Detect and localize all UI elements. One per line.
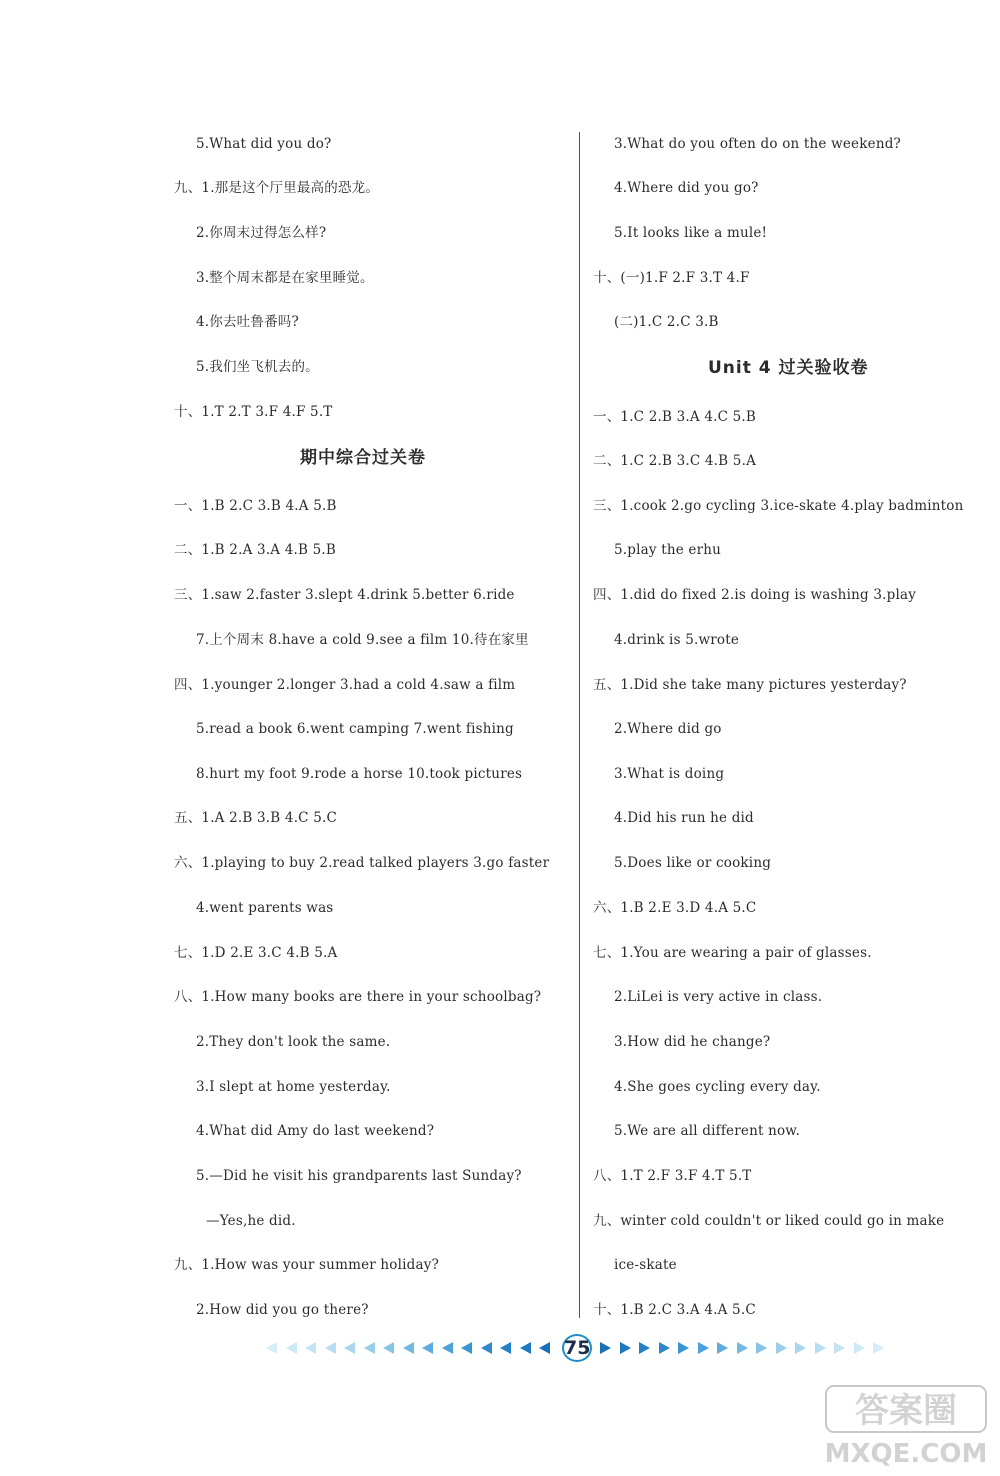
right-arrow-strip [596, 1339, 889, 1357]
left-arrow-icon [496, 1339, 516, 1357]
left-arrow-icon [477, 1339, 497, 1357]
answer-line: 2.They don't look the same. [196, 1034, 391, 1050]
right-arrow-icon [811, 1339, 831, 1357]
answer-line: 五、1.Did she take many pictures yesterday? [593, 677, 907, 693]
answer-line: 2.Where did go [614, 721, 722, 737]
answer-line: 一、1.C 2.B 3.A 4.C 5.B [593, 409, 757, 425]
answer-line: 7.上个周末 8.have a cold 9.see a film 10.待在家里 [196, 632, 529, 648]
page-number: 75 [562, 1334, 592, 1362]
answer-line: 二、1.C 2.B 3.C 4.B 5.A [593, 453, 757, 469]
right-arrow-icon [694, 1339, 714, 1357]
left-arrow-icon [399, 1339, 419, 1357]
right-arrow-icon [674, 1339, 694, 1357]
answer-line: 5.It looks like a mule! [614, 225, 768, 241]
answer-line: 8.hurt my foot 9.rode a horse 10.took pictures [196, 766, 523, 782]
answer-line: 5.我们坐飞机去的。 [196, 359, 319, 375]
answer-line: 一、1.B 2.C 3.B 4.A 5.B [174, 498, 337, 514]
answer-line: 四、1.younger 2.longer 3.had a cold 4.saw a film [174, 677, 516, 693]
answer-line: 5.play the erhu [614, 542, 722, 558]
left-arrow-icon [262, 1339, 282, 1357]
answer-line: 七、1.You are wearing a pair of glasses. [593, 945, 872, 961]
section-heading: 期中综合过关卷 [300, 448, 426, 468]
column-divider [579, 132, 580, 1318]
left-arrow-icon [418, 1339, 438, 1357]
answer-line: 三、1.cook 2.go cycling 3.ice-skate 4.play badminton [593, 498, 964, 514]
right-arrow-icon [616, 1339, 636, 1357]
answer-line: 4.Did his run he did [614, 810, 754, 826]
answer-line: 九、1.那是这个厅里最高的恐龙。 [174, 180, 380, 196]
left-arrow-icon [321, 1339, 341, 1357]
answer-line: 4.What did Amy do last weekend? [196, 1123, 435, 1139]
right-arrow-icon [869, 1339, 889, 1357]
answer-line: 三、1.saw 2.faster 3.slept 4.drink 5.better 6.ride [174, 587, 515, 603]
answer-line: 2.你周末过得怎么样? [196, 225, 327, 241]
answer-line: 八、1.T 2.F 3.F 4.T 5.T [593, 1168, 752, 1184]
answer-line: ice-skate [614, 1257, 677, 1273]
right-arrow-icon [772, 1339, 792, 1357]
left-arrow-icon [360, 1339, 380, 1357]
right-arrow-icon [733, 1339, 753, 1357]
answer-line: 九、1.How was your summer holiday? [174, 1257, 440, 1273]
right-arrow-icon [791, 1339, 811, 1357]
answer-line: 四、1.did do fixed 2.is doing is washing 3.play [593, 587, 917, 603]
answer-line: —Yes,he did. [206, 1213, 296, 1229]
left-arrow-icon [379, 1339, 399, 1357]
answer-line: 六、1.B 2.E 3.D 4.A 5.C [593, 900, 757, 916]
right-arrow-icon [830, 1339, 850, 1357]
answer-line: 5.Does like or cooking [614, 855, 772, 871]
answer-line: 七、1.D 2.E 3.C 4.B 5.A [174, 945, 338, 961]
answer-line: 5.—Did he visit his grandparents last Sunday? [196, 1168, 522, 1184]
answer-line: 4.drink is 5.wrote [614, 632, 740, 648]
right-arrow-icon [752, 1339, 772, 1357]
left-arrow-icon [340, 1339, 360, 1357]
answer-line: 3.What is doing [614, 766, 725, 782]
left-arrow-strip [262, 1339, 555, 1357]
answer-line: 十、1.B 2.C 3.A 4.A 5.C [593, 1302, 756, 1318]
answer-line: 八、1.How many books are there in your schoolbag? [174, 989, 542, 1005]
answer-line: 4.你去吐鲁番吗? [196, 314, 299, 330]
section-heading: Unit 4 过关验收卷 [708, 358, 869, 378]
answer-line: 4.Where did you go? [614, 180, 759, 196]
page-footer [262, 1334, 902, 1362]
answer-line: 4.She goes cycling every day. [614, 1079, 821, 1095]
answer-line: 5.read a book 6.went camping 7.went fishing [196, 721, 514, 737]
right-arrow-icon [655, 1339, 675, 1357]
watermark-chars: 答案圈 [855, 1391, 957, 1431]
answer-line: 六、1.playing to buy 2.read talked players 3.go faster [174, 855, 550, 871]
right-arrow-icon [850, 1339, 870, 1357]
left-arrow-icon [535, 1339, 555, 1357]
watermark-domain: MXQE.COM [824, 1439, 988, 1469]
answer-line: 二、1.B 2.A 3.A 4.B 5.B [174, 542, 337, 558]
right-arrow-icon [596, 1339, 616, 1357]
right-arrow-icon [713, 1339, 733, 1357]
left-arrow-icon [282, 1339, 302, 1357]
answer-line: 2.How did you go there? [196, 1302, 369, 1318]
answer-line: 3.What do you often do on the weekend? [614, 136, 901, 152]
answer-line: 3.I slept at home yesterday. [196, 1079, 391, 1095]
left-arrow-icon [457, 1339, 477, 1357]
answer-line: 十、1.T 2.T 3.F 4.F 5.T [174, 404, 333, 420]
answer-line: 2.LiLei is very active in class. [614, 989, 823, 1005]
answer-line: 十、(一)1.F 2.F 3.T 4.F [593, 270, 750, 286]
answer-line: (二)1.C 2.C 3.B [614, 314, 719, 330]
right-arrow-icon [635, 1339, 655, 1357]
answer-line: 九、winter cold couldn't or liked could go in make [593, 1213, 945, 1229]
left-arrow-icon [301, 1339, 321, 1357]
answer-line: 5.What did you do? [196, 136, 332, 152]
answer-line: 5.We are all different now. [614, 1123, 800, 1139]
answer-line: 3.How did he change? [614, 1034, 771, 1050]
left-arrow-icon [516, 1339, 536, 1357]
answer-line: 4.went parents was [196, 900, 334, 916]
answer-line: 3.整个周末都是在家里睡觉。 [196, 270, 374, 286]
answer-line: 五、1.A 2.B 3.B 4.C 5.C [174, 810, 338, 826]
left-arrow-icon [438, 1339, 458, 1357]
watermark-logo [820, 1382, 992, 1470]
